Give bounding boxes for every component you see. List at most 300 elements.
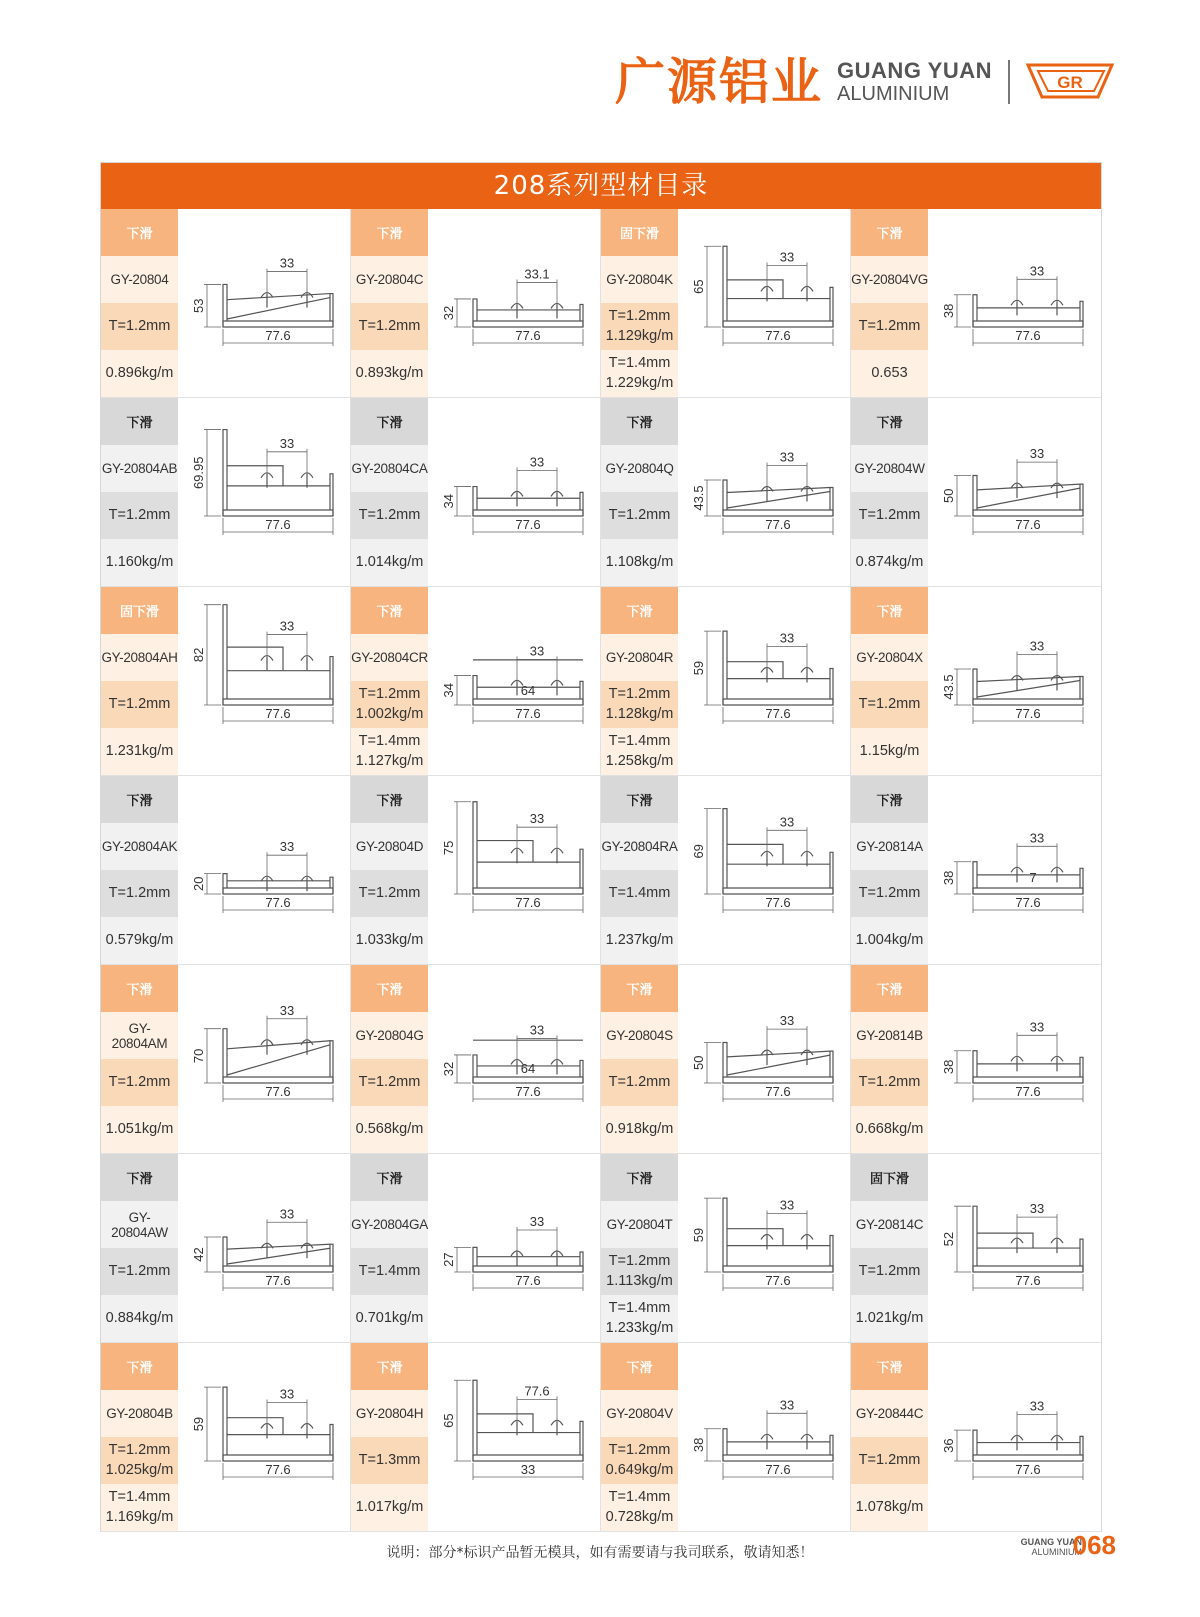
profile-model: GY-20804D [351, 823, 428, 870]
profile-model: GY-20804S [601, 1012, 678, 1059]
profile-cell [601, 209, 851, 398]
profile-weight: 1.231kg/m [101, 728, 178, 775]
dimension-top: 33 [529, 1214, 545, 1230]
brand-name-cn: 广源铝业 [615, 53, 824, 111]
profile-cell [851, 965, 1101, 1154]
profile-info [601, 587, 678, 775]
profile-weight: 0.918kg/m [601, 1106, 678, 1153]
profile-section-diagram [183, 1154, 346, 1342]
profile-section-diagram [433, 1343, 596, 1531]
profile-weight: T=1.4mm 0.728kg/m [601, 1484, 678, 1531]
profile-model: GY-20804AK [101, 823, 178, 870]
dimension-top: 33 [779, 814, 795, 830]
profile-info [351, 776, 428, 964]
profile-model: GY-20804 [101, 256, 178, 303]
dimension-width: 77.6 [515, 517, 541, 532]
profile-model: GY-20814A [851, 823, 928, 870]
dimension-top: 33 [1029, 638, 1045, 654]
dimension-width: 77.6 [1015, 517, 1041, 532]
profile-model: GY-20804AB [101, 445, 178, 492]
profile-type: 下滑 [351, 209, 428, 256]
profile-section-diagram [683, 398, 846, 586]
brand-logo-text: GR [1057, 73, 1083, 92]
profile-drawing [433, 209, 596, 397]
profile-section-diagram [183, 587, 346, 775]
dimension-width: 77.6 [765, 1462, 791, 1477]
dimension-height: 52 [941, 1231, 956, 1247]
dimension-top: 33 [1029, 1398, 1045, 1414]
profile-cell [351, 965, 601, 1154]
profile-section-diagram [933, 587, 1096, 775]
catalog-grid [101, 209, 1101, 1532]
dimension-height: 42 [191, 1247, 206, 1262]
dimension-height: 59 [691, 1227, 706, 1243]
profile-type: 下滑 [101, 1154, 178, 1201]
dimension-width: 77.6 [265, 1084, 291, 1099]
dimension-width: 77.6 [515, 1084, 541, 1099]
profile-drawing [683, 209, 846, 397]
footer-brand-line2: ALUMINIUM [1031, 1546, 1082, 1557]
dimension-height: 38 [941, 303, 956, 319]
profile-drawing [933, 587, 1096, 775]
profile-weight: 1.160kg/m [101, 539, 178, 586]
profile-type: 下滑 [101, 398, 178, 445]
dimension-top: 33 [779, 449, 795, 465]
profile-cell [851, 398, 1101, 587]
dimension-height: 32 [441, 1061, 456, 1077]
profile-weight: 1.014kg/m [351, 539, 428, 586]
profile-weight: 1.021kg/m [851, 1295, 928, 1342]
profile-weight: 0.874kg/m [851, 539, 928, 586]
profile-drawing [183, 1154, 346, 1342]
profile-thickness: T=1.2mm [101, 681, 178, 728]
dimension-width: 77.6 [765, 1084, 791, 1099]
dimension-top: 33 [279, 618, 295, 634]
profile-thickness: T=1.2mm [101, 1248, 178, 1295]
profile-cell [101, 965, 351, 1154]
profile-drawing [433, 587, 596, 775]
profile-section-diagram [433, 776, 596, 964]
dimension-top: 33 [779, 630, 795, 646]
profile-thickness: T=1.2mm [101, 870, 178, 917]
profile-info [351, 209, 428, 397]
dimension-inner: 64 [520, 1061, 536, 1076]
profile-model: GY-20804AW [101, 1201, 178, 1248]
profile-cell [101, 1343, 351, 1532]
profile-weight: 0.884kg/m [101, 1295, 178, 1342]
profile-model: GY-20804B [101, 1390, 178, 1437]
profile-section-diagram [683, 587, 846, 775]
profile-drawing [433, 398, 596, 586]
profile-section-diagram [433, 965, 596, 1153]
dimension-width: 77.6 [515, 895, 541, 910]
dimension-top: 33 [279, 1206, 295, 1222]
profile-weight: 0.893kg/m [351, 350, 428, 397]
brand-header [615, 52, 1116, 112]
dimension-extra: 7 [1029, 870, 1037, 885]
profile-type: 下滑 [601, 587, 678, 634]
profile-thickness: T=1.4mm [351, 1248, 428, 1295]
profile-thickness: T=1.2mm [851, 1437, 928, 1484]
profile-type: 下滑 [851, 209, 928, 256]
dimension-height: 50 [941, 488, 956, 503]
profile-cell [351, 209, 601, 398]
profile-model: GY-20804T [601, 1201, 678, 1248]
profile-cell [851, 1343, 1101, 1532]
profile-drawing [933, 776, 1096, 964]
profile-weight: 1.017kg/m [351, 1484, 428, 1531]
dimension-height: 59 [691, 660, 706, 676]
profile-info [351, 1343, 428, 1531]
dimension-top: 77.6 [524, 1383, 550, 1399]
profile-type: 下滑 [851, 776, 928, 823]
footer-note: 说明：部分*标识产品暂无模具，如有需要请与我司联系，敬请知悉！ [386, 1545, 814, 1561]
profile-drawing [183, 1343, 346, 1531]
dimension-width: 77.6 [1015, 1273, 1041, 1288]
dimension-height: 82 [191, 647, 206, 663]
profile-type: 下滑 [351, 398, 428, 445]
profile-info [601, 1343, 678, 1531]
brand-logo-icon [1024, 57, 1116, 107]
profile-weight: T=1.4mm 1.233kg/m [601, 1295, 678, 1342]
profile-model: GY-20814B [851, 1012, 928, 1059]
profile-cell [101, 398, 351, 587]
profile-section-diagram [433, 1154, 596, 1342]
dimension-height: 69.95 [191, 456, 206, 490]
dimension-width: 77.6 [765, 895, 791, 910]
profile-model: GY-20804R [601, 634, 678, 681]
profile-thickness: T=1.2mm [101, 303, 178, 350]
profile-model: GY-20804RA [601, 823, 678, 870]
profile-info [851, 776, 928, 964]
profile-weight: 1.237kg/m [601, 917, 678, 964]
profile-section-diagram [183, 398, 346, 586]
dimension-height: 20 [191, 876, 206, 892]
dimension-top: 33 [1029, 1201, 1045, 1217]
profile-type: 下滑 [601, 1154, 678, 1201]
dimension-top: 33 [279, 435, 295, 451]
profile-weight: T=1.4mm 1.169kg/m [101, 1484, 178, 1531]
profile-section-diagram [683, 1154, 846, 1342]
dimension-height: 50 [691, 1055, 706, 1070]
profile-thickness: T=1.2mm [851, 303, 928, 350]
profile-drawing [933, 965, 1096, 1153]
profile-model: GY-20804GA [351, 1201, 428, 1248]
profile-section-diagram [433, 587, 596, 775]
profile-drawing [183, 587, 346, 775]
profile-drawing [683, 1154, 846, 1342]
profile-drawing [183, 965, 346, 1153]
profile-thickness: T=1.2mm 0.649kg/m [601, 1437, 678, 1484]
dimension-width: 77.6 [265, 517, 291, 532]
profile-info [851, 1343, 928, 1531]
profile-info [101, 398, 178, 586]
profile-drawing [933, 209, 1096, 397]
dimension-width: 77.6 [265, 328, 291, 343]
profile-info [101, 965, 178, 1153]
profile-cell [851, 776, 1101, 965]
profile-thickness: T=1.2mm 1.128kg/m [601, 681, 678, 728]
profile-model: GY-20804CR [351, 634, 428, 681]
profile-section-diagram [433, 209, 596, 397]
dimension-width: 77.6 [1015, 706, 1041, 721]
profile-cell [351, 398, 601, 587]
profile-type: 下滑 [101, 209, 178, 256]
profile-section-diagram [933, 1154, 1096, 1342]
dimension-height: 65 [691, 279, 706, 294]
profile-info [851, 587, 928, 775]
dimension-height: 75 [441, 840, 456, 856]
profile-cell [601, 965, 851, 1154]
profile-type: 下滑 [101, 1343, 178, 1390]
profile-drawing [183, 776, 346, 964]
dimension-height: 43.5 [941, 674, 956, 700]
profile-cell [351, 587, 601, 776]
profile-type: 下滑 [351, 1343, 428, 1390]
profile-section-diagram [683, 1343, 846, 1531]
profile-cell [851, 1154, 1101, 1343]
dimension-height: 53 [191, 298, 206, 313]
profile-section-diagram [933, 1343, 1096, 1531]
profile-info [601, 965, 678, 1153]
profile-thickness: T=1.2mm 1.025kg/m [101, 1437, 178, 1484]
profile-section-diagram [683, 965, 846, 1153]
dimension-width: 33 [520, 1462, 536, 1477]
profile-type: 下滑 [601, 776, 678, 823]
profile-thickness: T=1.2mm [101, 1059, 178, 1106]
profile-thickness: T=1.2mm [601, 1059, 678, 1106]
dimension-width: 77.6 [265, 1462, 291, 1477]
profile-cell [601, 1343, 851, 1532]
profile-cell [851, 209, 1101, 398]
dimension-width: 77.6 [765, 706, 791, 721]
dimension-width: 77.6 [1015, 895, 1041, 910]
profile-drawing [433, 776, 596, 964]
profile-model: GY-20804H [351, 1390, 428, 1437]
profile-weight: T=1.4mm 1.229kg/m [601, 350, 678, 397]
profile-info [851, 1154, 928, 1342]
profile-info [101, 776, 178, 964]
profile-thickness: T=1.2mm [851, 681, 928, 728]
profile-type: 下滑 [101, 776, 178, 823]
dimension-top: 33 [529, 454, 545, 470]
dimension-height: 65 [441, 1413, 456, 1428]
profile-info [601, 398, 678, 586]
profile-section-diagram [183, 776, 346, 964]
profile-thickness: T=1.2mm [601, 492, 678, 539]
profile-model: GY-20804X [851, 634, 928, 681]
profile-type: 下滑 [601, 965, 678, 1012]
dimension-top: 33 [529, 811, 545, 827]
dimension-width: 77.6 [765, 328, 791, 343]
dimension-width: 77.6 [515, 328, 541, 343]
profile-cell [101, 1154, 351, 1343]
profile-section-diagram [183, 1343, 346, 1531]
profile-drawing [933, 398, 1096, 586]
brand-name-en-line2: ALUMINIUM [837, 83, 950, 105]
profile-drawing [933, 1343, 1096, 1531]
profile-thickness: T=1.2mm [851, 870, 928, 917]
dimension-height: 34 [441, 494, 456, 509]
profile-weight: T=1.4mm 1.258kg/m [601, 728, 678, 775]
profile-weight: T=1.4mm 1.127kg/m [351, 728, 428, 775]
brand-divider [1008, 60, 1010, 104]
profile-section-diagram [933, 398, 1096, 586]
profile-drawing [183, 209, 346, 397]
profile-model: GY-20804CA [351, 445, 428, 492]
dimension-height: 38 [941, 870, 956, 886]
profile-weight: 0.896kg/m [101, 350, 178, 397]
dimension-width: 77.6 [265, 895, 291, 910]
profile-type: 下滑 [351, 587, 428, 634]
profile-drawing [683, 965, 846, 1153]
profile-drawing [433, 1154, 596, 1342]
dimension-height: 59 [191, 1416, 206, 1432]
dimension-width: 77.6 [515, 706, 541, 721]
profile-cell [601, 776, 851, 965]
profile-type: 下滑 [601, 398, 678, 445]
dimension-width: 77.6 [1015, 1084, 1041, 1099]
dimension-height: 27 [441, 1252, 456, 1267]
profile-cell [601, 1154, 851, 1343]
brand-name-en [837, 60, 992, 104]
profile-info [101, 1343, 178, 1531]
profile-type: 下滑 [351, 965, 428, 1012]
profile-thickness: T=1.2mm [851, 492, 928, 539]
profile-model: GY-20804VG [851, 256, 928, 303]
brand-name-en-line1: GUANG YUAN [837, 58, 992, 83]
dimension-top: 33 [279, 1002, 295, 1018]
dimension-top: 33 [1029, 830, 1045, 846]
profile-weight: 0.568kg/m [351, 1106, 428, 1153]
profile-model: GY-20804W [851, 445, 928, 492]
profile-cell [101, 209, 351, 398]
profile-type: 下滑 [101, 965, 178, 1012]
profile-type: 固下滑 [101, 587, 178, 634]
profile-drawing [933, 1154, 1096, 1342]
footer-brand-line1: GUANG YUAN [1020, 1537, 1082, 1547]
catalog-title: 208系列型材目录 [101, 163, 1101, 209]
dimension-top: 33 [279, 839, 295, 855]
dimension-top: 33 [1029, 446, 1045, 462]
profile-thickness: T=1.2mm 1.129kg/m [601, 303, 678, 350]
profile-thickness: T=1.2mm 1.113kg/m [601, 1248, 678, 1295]
profile-drawing [683, 776, 846, 964]
dimension-top: 33 [529, 643, 545, 659]
profile-info [101, 587, 178, 775]
dimension-top: 33 [779, 1197, 795, 1213]
dimension-inner: 64 [520, 683, 536, 698]
dimension-height: 38 [691, 1437, 706, 1453]
dimension-height: 32 [441, 305, 456, 321]
profile-type: 下滑 [851, 965, 928, 1012]
profile-section-diagram [183, 209, 346, 397]
profile-thickness: T=1.2mm [351, 492, 428, 539]
dimension-width: 77.6 [265, 1273, 291, 1288]
profile-section-diagram [683, 209, 846, 397]
profile-model: GY-20814C [851, 1201, 928, 1248]
profile-thickness: T=1.2mm 1.002kg/m [351, 681, 428, 728]
profile-thickness: T=1.2mm [851, 1248, 928, 1295]
dimension-height: 34 [441, 683, 456, 698]
dimension-top: 33 [1029, 263, 1045, 279]
profile-section-diagram [933, 209, 1096, 397]
profile-info [101, 1154, 178, 1342]
dimension-height: 43.5 [691, 485, 706, 511]
page-number: 068 [1072, 1530, 1116, 1560]
profile-drawing [433, 965, 596, 1153]
profile-cell [351, 776, 601, 965]
profile-type: 下滑 [851, 398, 928, 445]
dimension-width: 77.6 [265, 706, 291, 721]
profile-section-diagram [933, 965, 1096, 1153]
dimension-top: 33.1 [524, 266, 550, 282]
dimension-width: 77.6 [765, 1273, 791, 1288]
profile-cell [601, 398, 851, 587]
profile-info [351, 398, 428, 586]
dimension-top: 33 [279, 255, 295, 271]
profile-info [851, 965, 928, 1153]
profile-section-diagram [933, 776, 1096, 964]
profile-cell [101, 587, 351, 776]
dimension-top: 33 [779, 249, 795, 265]
catalog-table [100, 162, 1102, 1532]
profile-info [851, 398, 928, 586]
profile-drawing [683, 398, 846, 586]
profile-weight: 0.653 [851, 350, 928, 397]
profile-info [351, 965, 428, 1153]
profile-model: GY-20804C [351, 256, 428, 303]
profile-thickness: T=1.2mm [101, 492, 178, 539]
profile-section-diagram [183, 965, 346, 1153]
profile-type: 下滑 [851, 1343, 928, 1390]
dimension-height: 69 [691, 844, 706, 859]
profile-type: 固下滑 [601, 209, 678, 256]
dimension-height: 36 [941, 1438, 956, 1453]
dimension-top: 33 [779, 1013, 795, 1029]
profile-cell [101, 776, 351, 965]
dimension-top: 33 [279, 1386, 295, 1402]
profile-thickness: T=1.4mm [601, 870, 678, 917]
profile-cell [851, 587, 1101, 776]
profile-section-diagram [433, 398, 596, 586]
profile-weight: 1.004kg/m [851, 917, 928, 964]
profile-weight: 1.051kg/m [101, 1106, 178, 1153]
profile-thickness: T=1.2mm [351, 1059, 428, 1106]
profile-thickness: T=1.3mm [351, 1437, 428, 1484]
profile-type: 下滑 [351, 1154, 428, 1201]
profile-info [851, 209, 928, 397]
profile-thickness: T=1.2mm [351, 303, 428, 350]
dimension-height: 70 [191, 1048, 206, 1064]
profile-info [601, 209, 678, 397]
profile-thickness: T=1.2mm [351, 870, 428, 917]
profile-model: GY-20804K [601, 256, 678, 303]
profile-cell [601, 587, 851, 776]
profile-weight: 1.033kg/m [351, 917, 428, 964]
profile-model: GY-20804G [351, 1012, 428, 1059]
profile-drawing [683, 1343, 846, 1531]
dimension-height: 38 [941, 1059, 956, 1075]
profile-type: 下滑 [851, 587, 928, 634]
profile-model: GY-20844C [851, 1390, 928, 1437]
dimension-width: 77.6 [515, 1273, 541, 1288]
profile-info [101, 209, 178, 397]
profile-thickness: T=1.2mm [851, 1059, 928, 1106]
profile-model: GY-20804AM [101, 1012, 178, 1059]
dimension-top: 33 [1029, 1019, 1045, 1035]
profile-info [601, 1154, 678, 1342]
